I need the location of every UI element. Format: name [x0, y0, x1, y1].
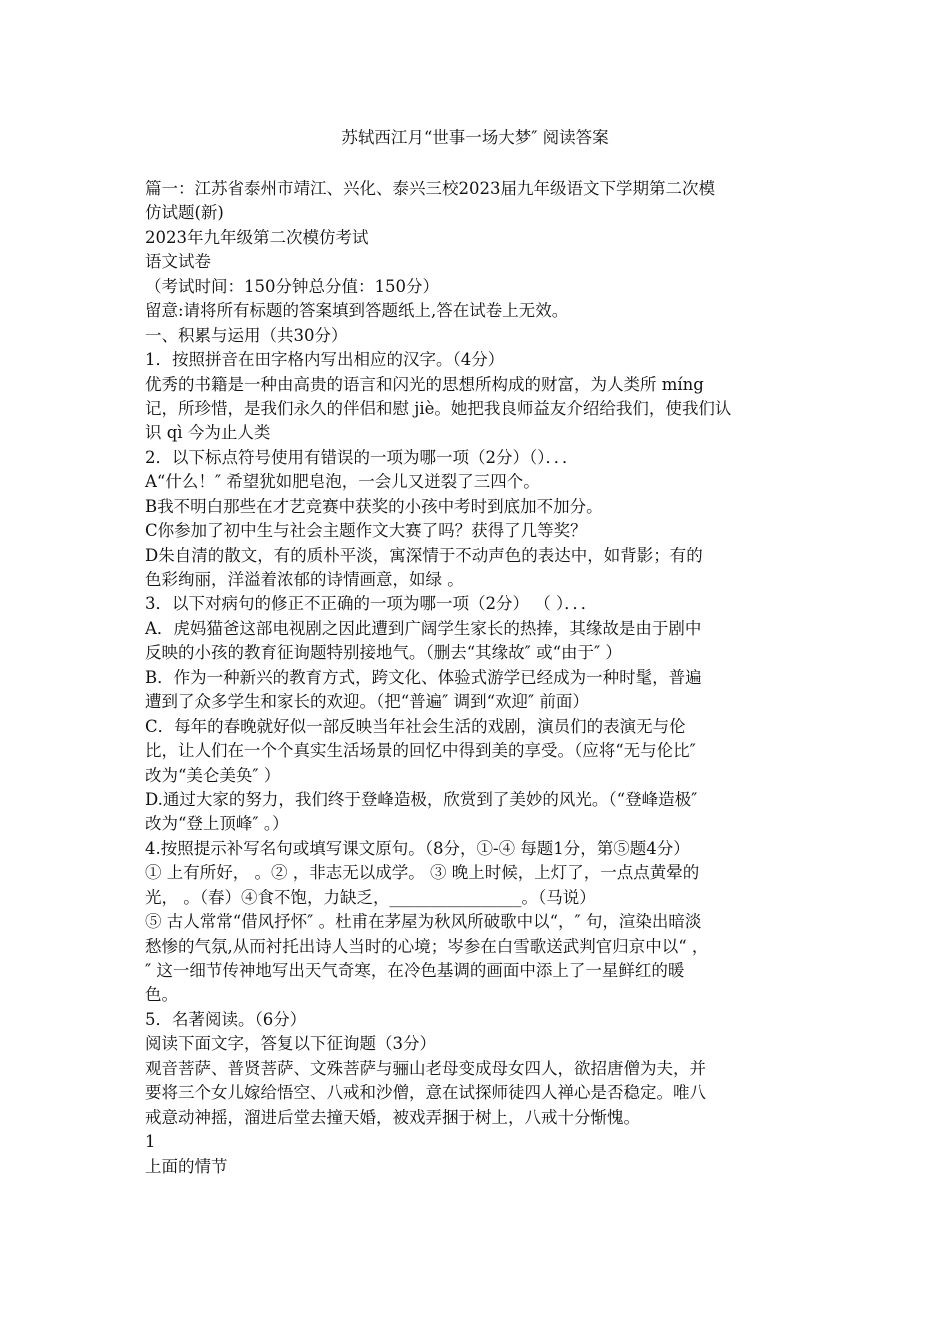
text-line: 3．以下对病句的修正不正确的一项为哪一项（2分） （ ）．．．: [145, 594, 598, 614]
text-line: 5．名著阅读。（6分）: [145, 1009, 307, 1029]
text-line: C．每年的春晚就好似一部反映当年社会生活的戏剧，演员们的表演无与伦: [145, 716, 686, 736]
text-line: 上面的情节: [145, 1156, 228, 1176]
text-line: ″ 这一细节传神地写出天气奇寒，在冷色基调的画面中添上了一星鲜红的暖: [145, 961, 685, 980]
text-line: 1: [145, 1132, 156, 1152]
text-line: 阅读下面文字，答复以下征询题（3分）: [145, 1034, 436, 1054]
text-line: 留意:请将所有标题的答案填到答题纸上,答在试卷上无效。: [145, 301, 569, 321]
text-line: 篇一：江苏省泰州市靖江、兴化、泰兴三校2023届九年级语文下学期第二次模: [145, 179, 715, 198]
text-line: 2023年九年级第二次模仿考试: [145, 227, 369, 247]
text-line: 改为“登上顶峰″ 。）: [145, 814, 289, 834]
text-line: 比，让人们在一个个真实生活场景的回忆中得到美的享受。（应将“无与伦比″: [145, 741, 696, 761]
text-line: D.通过大家的努力，我们终于登峰造极，欣赏到了美妙的风光。（“登峰造极″: [145, 789, 698, 809]
text-line: ① 上有所好， 。② ，非志无以成学。 ③ 晚上时候，上灯了，一点点黄晕的: [145, 863, 700, 883]
text-line: 语文试卷: [145, 252, 211, 272]
text-line: 记，所珍惜，是我们永久的伴侣和慰 jiè。她把我良师益友介绍给我们，使我们认: [145, 398, 732, 418]
text-line: 4.按照提示补写名句或填写课文原句。（8分，①-④ 每题1分，第⑤题4分）: [145, 838, 690, 858]
text-line: D朱自清的散文，有的质朴平淡，寓深情于不动声色的表达中，如背影；有的: [145, 545, 703, 565]
text-line: 仿试题(新): [145, 203, 224, 223]
text-line: 改为“美仑美奂″ ）: [145, 765, 281, 785]
text-line: 1．按照拼音在田字格内写出相应的汉字。（4分）: [145, 350, 505, 370]
text-line: 色彩绚丽，洋溢着浓郁的诗情画意，如绿 。: [145, 570, 464, 589]
text-line: A．虎妈猫爸这部电视剧之因此遭到广阔学生家长的热捧，其缘故是由于剧中: [145, 618, 702, 638]
text-line: 要将三个女儿嫁给悟空、八戒和沙僧，意在试探师徒四人禅心是否稳定。唯八: [145, 1083, 706, 1103]
document-body: [145, 177, 805, 1179]
text-line: 优秀的书籍是一种由高贵的语言和闪光的思想所构成的财富，为人类所 míng: [145, 374, 704, 394]
text-line: 遭到了众多学生和家长的欢迎。（把“普遍″ 调到“欢迎″ 前面）: [145, 692, 589, 712]
text-line: 2．以下标点符号使用有错误的一项为哪一项（2分）（）．．．: [145, 447, 579, 467]
text-line: B．作为一种新兴的教育方式，跨文化、体验式游学已经成为一种时髦，普遍: [145, 667, 702, 687]
text-line: 戒意动神摇，溜进后堂去撞天婚，被戏弄捆于树上，八戒十分惭愧。: [145, 1107, 640, 1127]
text-line: 愁惨的气氛,从而衬托出诗人当时的心境；岑参在白雪歌送武判官归京中以“ ，: [145, 936, 709, 956]
text-line: ⑤ 古人常常“借风抒怀″ 。杜甫在茅屋为秋风所破歌中以“，″ 句，渲染出暗淡: [145, 912, 702, 932]
document-title: 苏轼西江月“世事一场大梦″ 阅读答案: [341, 128, 609, 147]
text-line: 色。: [145, 985, 178, 1005]
text-line: 观音菩萨、普贤菩萨、文殊菩萨与骊山老母变成母女四人，欲招唐僧为夫，并: [145, 1058, 706, 1078]
text-line: （考试时间：150分钟总分值：150分）: [145, 276, 439, 296]
text-line: C你参加了初中生与社会主题作文大赛了吗？获得了几等奖？: [145, 521, 587, 541]
text-line: 反映的小孩的教育征询题特别接地气。（删去“其缘故″ 或“由于″ ）: [145, 643, 622, 663]
text-line: 一、积累与运用（共30分）: [145, 325, 348, 345]
text-line: B我不明白那些在才艺竞赛中获奖的小孩中考时到底加不加分。: [145, 496, 603, 516]
text-line: 识 qì 今为止人类: [145, 423, 271, 443]
text-line: 光， 。（春）④食不饱，力缺乏，________________。（马说）: [145, 887, 596, 907]
text-line: A“什么！″ 希望犹如肥皂泡，一会儿又迸裂了三四个。: [145, 472, 540, 492]
